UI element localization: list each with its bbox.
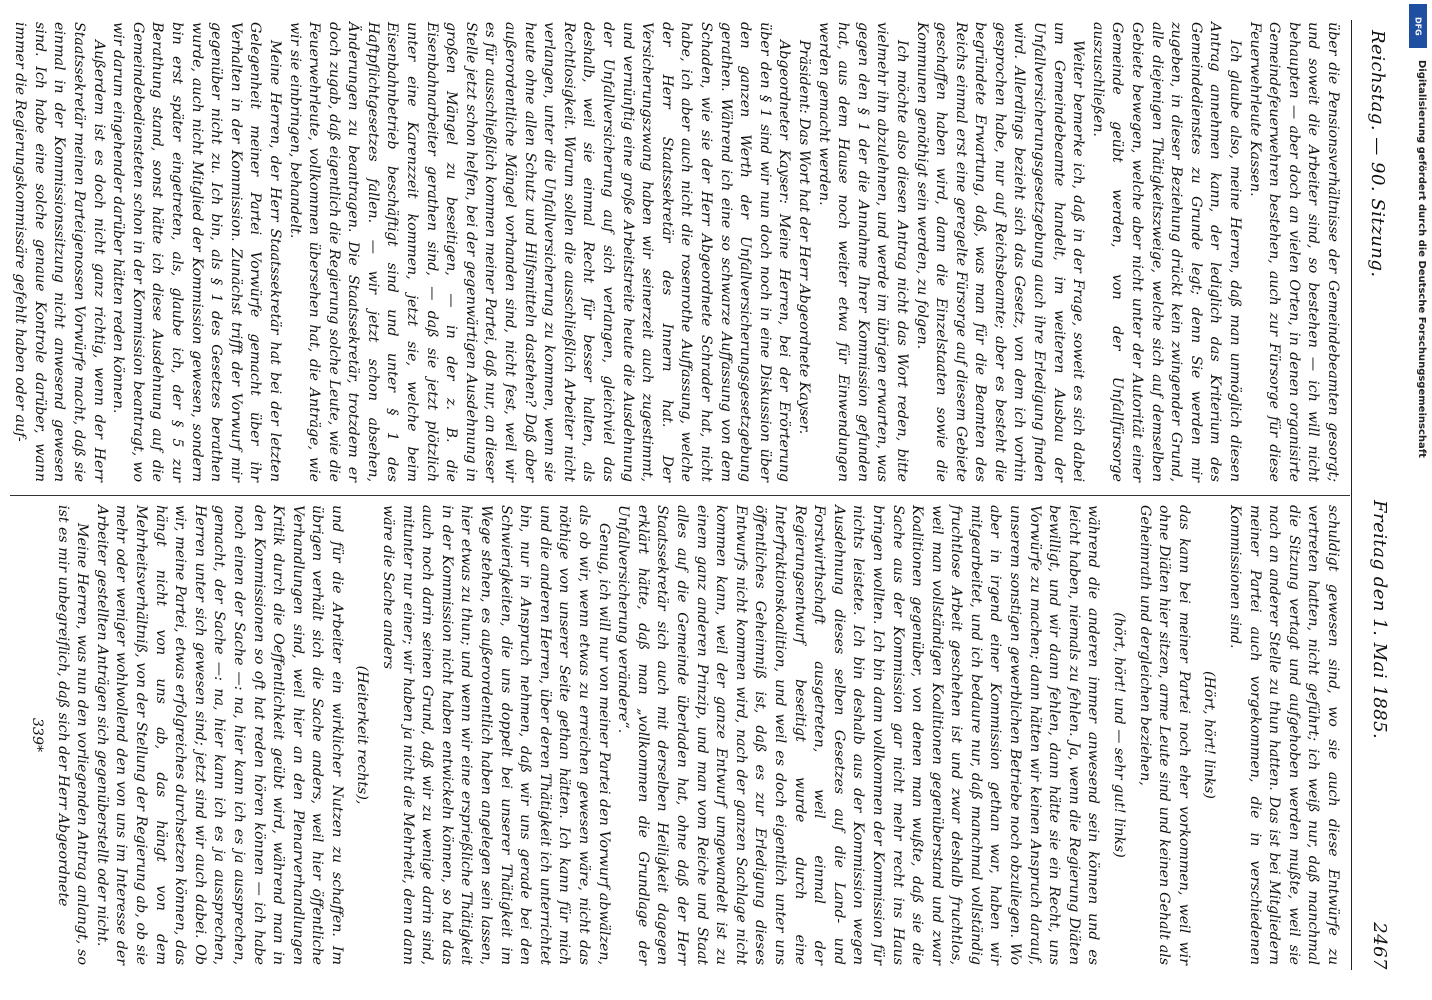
paragraph: Meine Herren, was nun den vorliegenden Antrag anlangt, so ist es mir unbegreiflich, daß sich der Herr Abgeordnete bbox=[54, 505, 91, 965]
president-line: Präsident: Das Wort hat der Herr Abgeordnete Kayser. bbox=[795, 40, 812, 435]
running-head-left bbox=[1367, 30, 1388, 490]
right-column bbox=[20, 505, 1342, 965]
paragraph: schuldigt gewesen sind, wo sie auch diese Entwürfe zu vertreten hatten, nicht geführt; ich weiß nur, daß manchmal die Sitzung vertagt und aufgehoben werden mußte, weil sie nach an anderer Stelle zu thun hatten. Das ist bei Mitgliedern meiner Partei auch vorgekommen, die in verschiedenen Kommissionen sind. bbox=[1227, 505, 1341, 965]
paragraph: Weiter bemerke ich, daß in der Frage, soweit es sich dabei um Gemeindebeamte handelt, im weiteren Ausbau der Unfallversicherungsgesetzgebung auch ihre Erledigung finden wird. Allerdings bezieht sich das Gesetz, von dem ich vorhin gesprochen habe, nur auf Reichsbeamte; aber es besteht die begründete Erwartung, daß, was man für die Beamten des Reichs einmal erst eine geregelte Fürsorge auf diesem Gebiete geschaffen haben wird, dann die Einzelstaaten sowie die Kommunen genöthigt sein werden, zu folgen. bbox=[913, 22, 1087, 482]
paragraph: Genug, ich will nur von meiner Partei den Vorwurf abwälzen, als ob wir, wenn etwas zu erreichen gewesen wäre, nicht das nöthige von unserer Seite gethan hätten. Ich kann für mich und die anderen Herren, über deren Thätigkeit ich unterrichtet bin, nur in Anspruch nehmen, daß wir uns gerade bei den Schwierigkeiten, die uns doppelt bei unserer Thätigkeit im Wege stehen, es außerordentlich haben angelegen sein lassen, hier etwas zu thun; und wenn wir eine ersprießliche Thätigkeit in der Kommission nicht haben entwickeln können, so hat das auch noch darin seinen Grund, daß wir zu wenige darin sind, mitunter nur einer; wir haben ja nicht die Mehrheit, denn dann wäre die Sache anders bbox=[380, 505, 612, 965]
paragraph: Ich glaube also, meine Herren, daß man unmöglich diesen Antrag annehmen kann, der lediglich das Kriterium des Gemeindedienstes zu Grunde legt; denn Sie werden mir zugeben, in dieser Beziehung drückt kein zwingender Grund, alle diejenigen Thätigkeitszweige, welche sich auf demselben Gebiete bewegen, welche aber nicht unter der Autorität einer Gemeinde geübt werden, von der Unfallfürsorge auszuschließen. bbox=[1089, 22, 1244, 482]
page-number: 2467 bbox=[1369, 922, 1390, 970]
paragraph: das kann bei meiner Partei noch eher vorkommen, weil wir ohne Diäten hier sitzen, arme Leute sind und keinen Gehalt als Geheimrath und dergleichen beziehen, bbox=[1136, 505, 1192, 965]
header-rule bbox=[1351, 20, 1352, 970]
running-head-right bbox=[1369, 500, 1390, 970]
paragraph: während die anderen immer anwesend sein können und es leicht haben, niemals zu fehlen. Ja, wenn die Regierung Diäten bewilligt, und wir dann fehlen, dann hätte sie ein Recht, uns Vorwürfe zu machen; dann hätten wir keinen Anspruch darauf, unserem sonstigen gewerblichen Betriebe noch obzuliegen. Wo aber in irgend einer Kommission gethan war, haben wir mitgearbeitet, und ich bedaure nur, daß manchmal vollständig fruchtlose Arbeit geschehen ist und zwar deshalb fruchtlos, weil man vollständigen Koalitionen gegenüberstand und zwar Koalitionen gegenüber, von denen man wußte, daß sie die Sache aus der Kommission gar nicht mehr recht ins Haus bringen wollten. Ich bin dann vollkommen der Kommission für nichts leistete. Ich bin deshalb aus der Kommission wegen Ausdehnung dieses selben Gesetzes auf die Land- und Forstwirthschaft ausgetreten, weil einmal der Regierungsentwurf beseitigt wurde durch eine Interfraktionskoalition, und weil es doch eigentlich unter uns öffentliches Geheimniß ist, daß es zur Erledigung dieses Entwurfs nicht kommen wird, nach der ganzen Sachlage nicht kommen kann, weil der ganze Entwurf umgewandelt ist zu einem ganz anderen Prinzip, und man vom Reiche und Staat alles auf die Gemeinde überladen hat, ohne daß der Herr Staatssekretär sich auch mit derselben Heiligkeit dagegen erklärt hätte, daß man „vollkommen die Grundlage der Unfallversicherung verändere“. bbox=[615, 505, 1102, 965]
paragraph: Außerdem ist es doch nicht ganz richtig, wenn der Herr Staatssekretär meinen Parteigenossen Vorwürfe macht, daß sie einmal in der Kommissionssitzung nicht anwesend gewesen sind. Ich habe eine solche genaue Kontrole darüber, wann immer die Regierungskommissäre gefehlt haben oder auf- bbox=[12, 22, 107, 482]
column-divider bbox=[10, 495, 1350, 496]
interjection: (Hört, hört! links) bbox=[1201, 671, 1218, 799]
dfg-credit-strip bbox=[1405, 0, 1432, 1000]
running-head-date: Freitag den 1. Mai 1885. bbox=[1369, 500, 1390, 740]
dfg-logo-badge: DFG bbox=[1409, 4, 1427, 48]
interjection: (hört, hört! und — sehr gut! links) bbox=[1111, 612, 1128, 858]
paragraph: Abgeordneter Kayser: Meine Herren, bei der Erörterung über den § 1 sind wir nun doch noch in eine Diskussion über den ganzen Werth der Unfallversicherungsgesetzgebung gerathen. Während ich eine so schwarze Auffassung von dem Schaden, wie sie der Herr Abgeordnete Schrader hat, nicht habe, ich aber auch nicht die rosenrothe Auffassung, welche der Herr Staatssekretär des Innern hat. Der Versicherungszwang haben wir seinerzeit auch zugestimmt, und vernünftig eine große Arbeitstreite heute die Ausdehnung der Unfallversicherung auf sich verlangen, gleichviel das deshalb, weil sie einmal Recht für besser halten, als Rechtlosigkeit. Warum sollen die ausschließlich Arbeiter nicht verlangen, unter die Unfallversicherung zu kommen, wenn sie heute ohne allen Schutz und Hilfsmitteln dastehen? Daß aber außerordentliche Mängel vorhanden sind, nicht fest, weil wir es für ausschließlich kommen meiner Partei, daß nur, an dieser Stelle jetzt schon helfen, bei der gegenwärtigen Ausdehnung in großen Mängel zu beseitigen, — in der z. B. die Eisenbahnarbeiter gerathen sind, — daß sie jetzt plötzlich unter eine Karenzzeit kommen, jetzt sie, welche beim Eisenbahnbetrieb beschäftigt sind und unter § 1 des Haftpflichtgesetzes fallen. — wir jetzt schon absehen, Änderungen zu beantragen. Die Staatssekretär, trotzdem er doch zugab, daß eigentlich die Regierung solche Leute, wie die Feuerwehrleute, vollkommen übersehen hat, die Anträge, wie wir sie einbringen, behandelt. bbox=[286, 22, 793, 482]
running-head-title: Reichstag. — 90. Sitzung. bbox=[1367, 30, 1388, 278]
left-column bbox=[10, 22, 1342, 482]
paragraph: über die Pensionsverhältnisse der Gemeindebeamten gesorgt; und soweit die Arbeiter sind, so bestehen — ich will nicht behaupten — aber doch an vielen Orten, in denen organisirte Gemeindefeuerwehren bestehen, auch zur Fürsorge für diese Feuerwehrleute Kassen. bbox=[1246, 22, 1341, 482]
paragraph: Meine Herren, der Herr Staatssekretär hat bei der letzten Gelegenheit meiner Partei Vorwürfe gemacht über ihr Verhalten in der Kommission. Zunächst trifft der Vorwurf mir gegenüber nicht zu. Ich bin, als § 1 des Gesetzes berathen wurde, auch nicht Mitglied der Kommission gewesen, sondern bin erst später eingetreten, als, glaube ich, der § 5 zur Berathung stand, sonst hätte ich diese Ausdehnung auf die Gemeindebediensteten schon in der Kommission beantragt, wo wir darum eingehender darüber hätten reden können. bbox=[110, 22, 283, 482]
paragraph: Ich möchte also diesen Antrag nicht das Wort reden, bitte vielmehr ihn abzulehnen, und werde im übrigen erwarten, was gegen den § 1 der die Annahme Ihrer Kommission gefunden hat, aus dem Hause noch weiter etwa für Einwendungen werden gemacht werden. bbox=[815, 22, 910, 482]
interjection: (Heiterkeit rechts), bbox=[354, 665, 371, 805]
dfg-credit-note: Digitalisierung gefördert durch die Deutsche Forschungsgemeinschaft bbox=[1416, 60, 1427, 458]
sheet-signature: 339* bbox=[29, 717, 45, 753]
paragraph: und für die Arbeiter ein wirklicher Nutzen zu schaffen. Im übrigen verhält sich die Sache anders, weil hier öffentliche Verhandlungen sind, weil hier an den Plenarverhandlungen Kritik durch die Oeffentlichkeit geübt wird, während man in den Kommissionen so oft hat reden hören können — ich habe noch einen der Sache —: na, hier kann ich es ja aussprechen, gemacht, der Sache —: na, hier kann ich es ja aussprechen, Herren unter sich gewesen sind; jetzt sind wir auch dabei. Ob wir, meine Partei, etwas erfolgreiches durchsetzen können, das hängt nicht von uns ab, das hängt von dem Mehrheitsverhältniß, von der Stellung der Regierung ab, ob sie mehr oder weniger wohlwollend den von uns im Interesse der Arbeiter gestellten Anträgen sich gegenüberstellt oder nicht. bbox=[93, 505, 345, 965]
